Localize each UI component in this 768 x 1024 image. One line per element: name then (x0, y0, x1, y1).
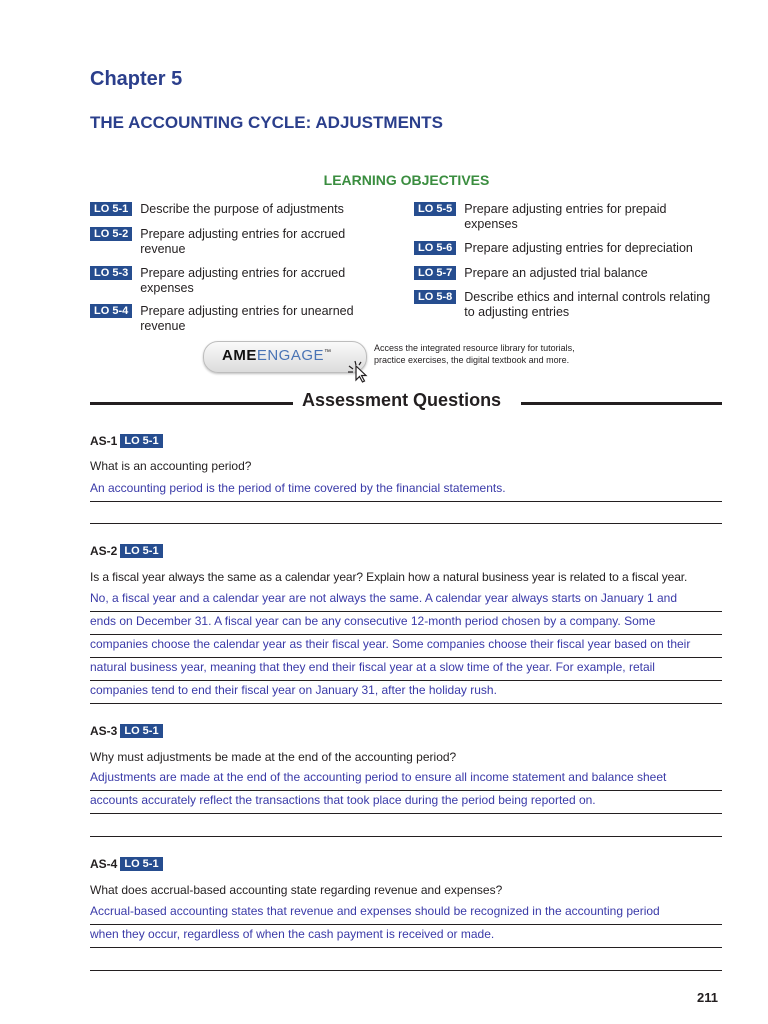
question-label (90, 434, 163, 448)
lo-badge: LO 5-5 (414, 202, 456, 216)
chapter-number: Chapter 5 (90, 68, 183, 90)
question-id: AS-4 (90, 857, 118, 871)
answer-line (90, 948, 722, 971)
learning-objective (90, 304, 365, 333)
ame-engage-logo[interactable] (203, 341, 367, 373)
lo-badge: LO 5-1 (90, 202, 132, 216)
lo-text: Prepare adjusting entries for depreciation (464, 241, 693, 255)
answer-line: An accounting period is the period of time covered by the financial statements. (90, 479, 722, 502)
question-label (90, 724, 163, 738)
lo-text: Prepare adjusting entries for accrued revenue (140, 227, 346, 256)
question-text: What is an accounting period? (90, 459, 252, 473)
learning-objective (90, 202, 365, 217)
lo-badge: LO 5-4 (90, 304, 132, 318)
question-id: AS-1 (90, 434, 118, 448)
question-text: Is a fiscal year always the same as a calendar year? Explain how a natural business year is related to a fiscal year. (90, 570, 688, 584)
lo-badge: LO 5-7 (414, 266, 456, 280)
lo-text: Prepare adjusting entries for accrued expenses (140, 266, 346, 295)
answer-line: Adjustments are made at the end of the accounting period to ensure all income statement and balance sheet (90, 768, 722, 791)
lo-badge: LO 5-8 (414, 290, 456, 304)
lo-badge: LO 5-2 (90, 227, 132, 241)
learning-objective (90, 227, 365, 256)
lo-text: Prepare adjusting entries for prepaid expenses (464, 202, 667, 231)
question-label (90, 857, 163, 871)
learning-objective (90, 266, 365, 295)
lo-text: Prepare an adjusted trial balance (464, 266, 648, 280)
learning-objective (414, 290, 714, 319)
answer-line: companies choose the calendar year as their fiscal year. Some companies choose their fiscal year based on their (90, 635, 722, 658)
lo-badge: LO 5-1 (120, 724, 162, 738)
answer-line (90, 501, 722, 524)
answer-line: natural business year, meaning that they end their fiscal year at a slow time of the year. For example, retail (90, 658, 722, 681)
ame-engage-wordmark: AMEENGAGE™ (222, 347, 332, 364)
lo-text: Describe ethics and internal controls relating to adjusting entries (464, 290, 711, 319)
lo-text: Describe the purpose of adjustments (140, 202, 344, 216)
lo-text: Prepare adjusting entries for unearned revenue (140, 304, 354, 333)
assessment-questions-title: Assessment Questions (302, 390, 502, 410)
pointer-cursor-icon (346, 360, 372, 384)
ame-description: Access the integrated resource library for tutorials, practice exercises, the digital textbook and more. (374, 343, 575, 365)
question-id: AS-2 (90, 544, 118, 558)
question-id: AS-3 (90, 724, 118, 738)
learning-objective (414, 241, 724, 256)
answer-line: ends on December 31. A fiscal year can be any consecutive 12-month period chosen by a company. Some (90, 612, 722, 635)
learning-objective (414, 266, 714, 281)
lo-badge: LO 5-1 (120, 857, 162, 871)
lo-badge: LO 5-6 (414, 241, 456, 255)
answer-line: Accrual-based accounting states that revenue and expenses should be recognized in the accounting period (90, 902, 722, 925)
answer-line: No, a fiscal year and a calendar year are not always the same. A calendar year always starts on January 1 and (90, 589, 722, 612)
answer-line: companies tend to end their fiscal year on January 31, after the holiday rush. (90, 681, 722, 704)
chapter-title: THE ACCOUNTING CYCLE: ADJUSTMENTS (90, 113, 443, 132)
divider (521, 402, 722, 405)
divider (90, 402, 293, 405)
answer-line (90, 814, 722, 837)
answer-line: accounts accurately reflect the transactions that took place during the period being reported on. (90, 791, 722, 814)
learning-objectives-heading: LEARNING OBJECTIVES (323, 172, 490, 188)
answer-line: when they occur, regardless of when the cash payment is received or made. (90, 925, 722, 948)
learning-objective (414, 202, 714, 231)
lo-badge: LO 5-1 (120, 544, 162, 558)
question-text: Why must adjustments be made at the end of the accounting period? (90, 750, 457, 764)
lo-badge: LO 5-1 (120, 434, 162, 448)
question-label (90, 544, 163, 558)
question-text: What does accrual-based accounting state regarding revenue and expenses? (90, 883, 503, 897)
page-number: 211 (697, 990, 718, 1005)
lo-badge: LO 5-3 (90, 266, 132, 280)
